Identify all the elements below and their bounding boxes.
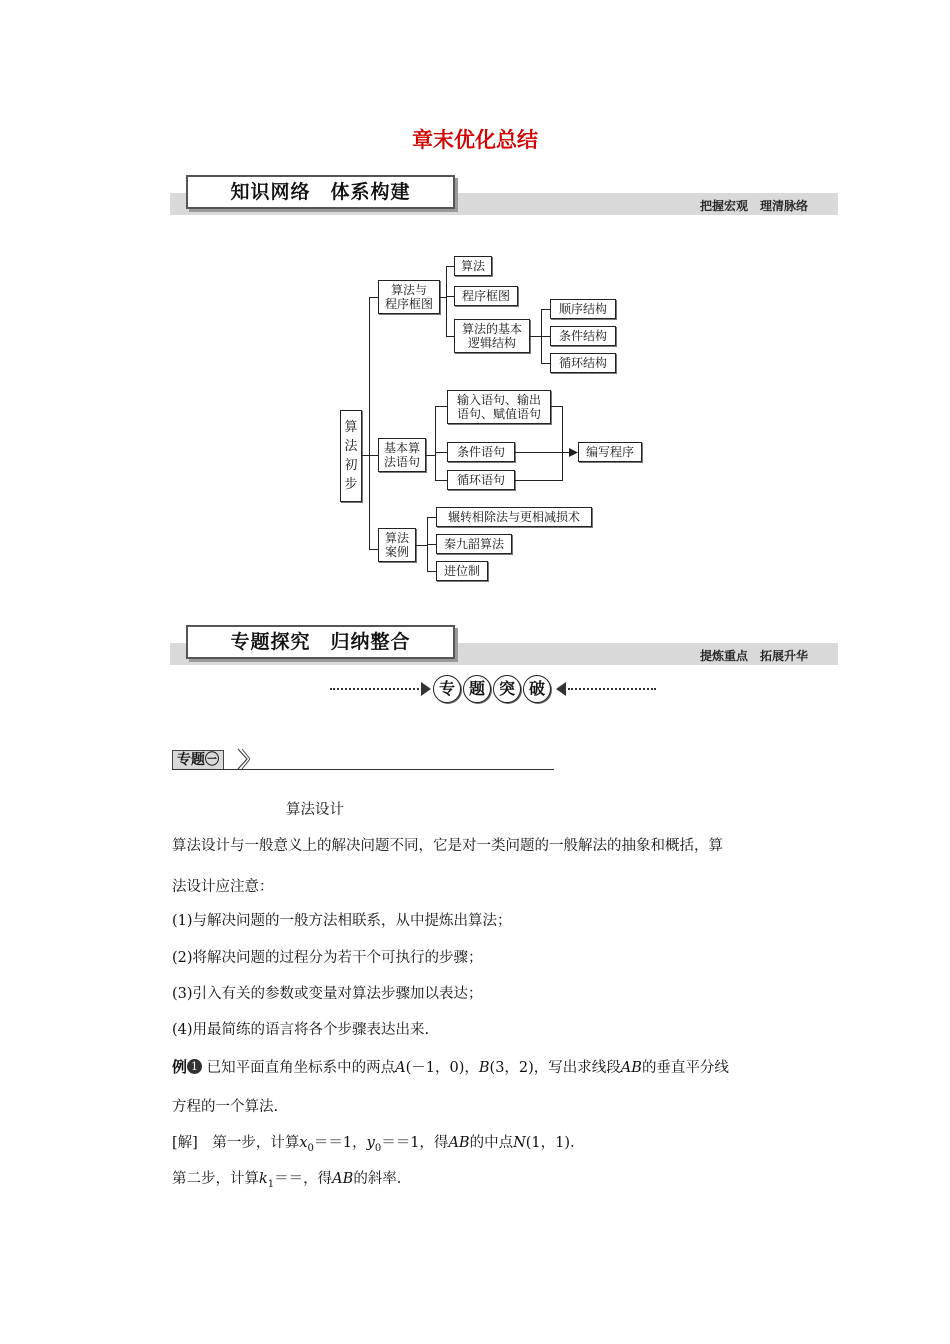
text: 的垂直平分线 — [641, 1060, 729, 1076]
connector — [541, 309, 550, 310]
text: (－1，0)， — [405, 1060, 479, 1076]
mindmap-branch-cases — [378, 528, 416, 562]
section-title-topics: 专题探究 归纳整合 — [186, 625, 455, 659]
connector — [435, 406, 436, 481]
connector — [427, 571, 436, 572]
chevron-right-icon — [236, 748, 250, 770]
node-label: 案例 — [384, 545, 409, 559]
solution-tag: [解] — [172, 1135, 198, 1151]
node-label: 算法的基本 — [461, 322, 522, 336]
text: ＝＝1， — [313, 1135, 367, 1151]
text: 第一步，计算 — [212, 1135, 300, 1151]
solution-step-1: [解] 第一步，计算$x_0==1$，$y_0==1$，得AB的中点N(1，1). — [172, 1135, 575, 1154]
math-var: AB — [448, 1135, 470, 1151]
connector — [435, 452, 447, 453]
connector — [541, 336, 550, 337]
arrow-right-icon — [421, 682, 431, 696]
text: 的中点 — [469, 1135, 514, 1151]
banner-dots-left — [330, 688, 426, 690]
connector — [369, 297, 370, 550]
node-label: 基本算 — [383, 441, 420, 455]
section-title-knowledge: 知识网络 体系构建 — [186, 175, 455, 209]
mindmap-branch-basic-statements — [378, 438, 426, 472]
connector — [446, 266, 454, 267]
mindmap-root-char: 步 — [344, 477, 358, 492]
connector — [427, 544, 436, 545]
banner-char: 专 — [433, 675, 461, 703]
math-var: AB — [620, 1060, 642, 1076]
mindmap-node-algorithm: 算法 — [454, 256, 492, 276]
intro-line-1: 算法设计与一般意义上的解决问题不同，它是对一类问题的一般解法的抽象和概括，算 — [172, 838, 723, 854]
node-label: 算法 — [384, 531, 409, 545]
connector — [435, 406, 447, 407]
topic-heading: 算法设计 — [286, 802, 344, 818]
list-item: (3)引入有关的参数或变量对算法步骤加以表达； — [172, 986, 483, 1002]
math-var: N — [513, 1135, 526, 1151]
node-label: 程序框图 — [384, 297, 433, 311]
mindmap-root-char: 初 — [344, 458, 358, 473]
text: ＝＝，得 — [274, 1171, 333, 1187]
node-label: 输入语句、输出 — [456, 393, 541, 407]
connector — [446, 266, 447, 337]
connector — [562, 406, 563, 481]
text: 已知平面直角坐标系中的两点 — [206, 1060, 396, 1076]
node-label: 算法与 — [390, 283, 427, 297]
mindmap-leaf-condition: 条件结构 — [550, 326, 616, 346]
connector — [515, 480, 563, 481]
mindmap-node-base-system: 进位制 — [436, 561, 488, 581]
text: 第二步，计算 — [172, 1171, 259, 1187]
text: (3，2)，写出求线段 — [489, 1060, 621, 1076]
node-label: 语句、赋值语句 — [456, 407, 541, 421]
intro-line-2: 法设计应注意： — [172, 879, 274, 895]
connector — [427, 517, 436, 518]
math-var: y — [366, 1135, 375, 1151]
mindmap-leaf-sequence: 顺序结构 — [550, 299, 616, 319]
mindmap-node-write-program: 编写程序 — [578, 442, 642, 462]
mindmap-root-char: 法 — [344, 439, 358, 454]
section-subtitle-knowledge: 把握宏观 理清脉络 — [700, 199, 809, 213]
example-number: 1 — [187, 1059, 202, 1074]
mindmap-leaf-loop: 循环结构 — [550, 353, 616, 373]
connector — [515, 452, 571, 453]
section-subtitle-topics: 提炼重点 拓展升华 — [700, 649, 809, 663]
mindmap-node-flowchart: 程序框图 — [454, 286, 518, 306]
mindmap-root — [340, 410, 362, 502]
text: (1，1). — [525, 1135, 575, 1151]
example-line-2: 方程的一个算法. — [172, 1099, 279, 1115]
list-item: (4)用最简练的语言将各个步骤表达出来. — [172, 1022, 430, 1038]
connector — [541, 363, 550, 364]
banner-char: 题 — [463, 675, 491, 703]
mindmap-root-char: 算 — [344, 420, 358, 435]
mindmap-node-condition-statement: 条件语句 — [447, 442, 515, 462]
connector — [369, 455, 378, 456]
connector — [369, 549, 378, 550]
example-line-1 — [172, 1057, 729, 1078]
mindmap-node-io-statements — [447, 390, 551, 424]
node-label: 法语句 — [383, 455, 420, 469]
mindmap-node-euclid: 辗转相除法与更相减损术 — [436, 507, 592, 527]
example-badge: 例 — [172, 1058, 188, 1076]
node-label: 逻辑结构 — [467, 336, 516, 350]
text: ＝＝1，得 — [381, 1135, 449, 1151]
topic-underline — [172, 769, 554, 770]
arrow-right-icon — [569, 448, 578, 457]
connector — [446, 296, 454, 297]
banner-dots-right — [568, 688, 656, 690]
mindmap-node-loop-statement: 循环语句 — [447, 470, 515, 490]
mindmap-node-qin-jiushao: 秦九韶算法 — [436, 534, 512, 554]
list-item: (1)与解决问题的一般方法相联系，从中提炼出算法； — [172, 913, 512, 929]
mindmap-node-basic-structures — [454, 319, 530, 353]
text: 的斜率. — [353, 1171, 402, 1187]
connector — [435, 480, 447, 481]
connector — [446, 336, 454, 337]
page-title: 章末优化总结 — [412, 128, 538, 152]
arrow-left-icon — [556, 682, 566, 696]
connector — [369, 297, 378, 298]
math-var: A — [395, 1060, 406, 1076]
banner-char: 破 — [523, 675, 551, 703]
topic-tag: 专题㊀ — [172, 750, 224, 770]
math-var: B — [478, 1060, 490, 1076]
math-var: AB — [332, 1171, 354, 1187]
list-item: (2)将解决问题的过程分为若干个可执行的步骤； — [172, 950, 483, 966]
solution-step-2: 第二步，计算$k_1==$，得AB的斜率. — [172, 1171, 402, 1190]
math-var: k — [259, 1171, 268, 1187]
math-var: x — [299, 1135, 308, 1151]
banner-char: 突 — [493, 675, 521, 703]
mindmap-branch-algorithm-flowchart — [378, 280, 440, 314]
